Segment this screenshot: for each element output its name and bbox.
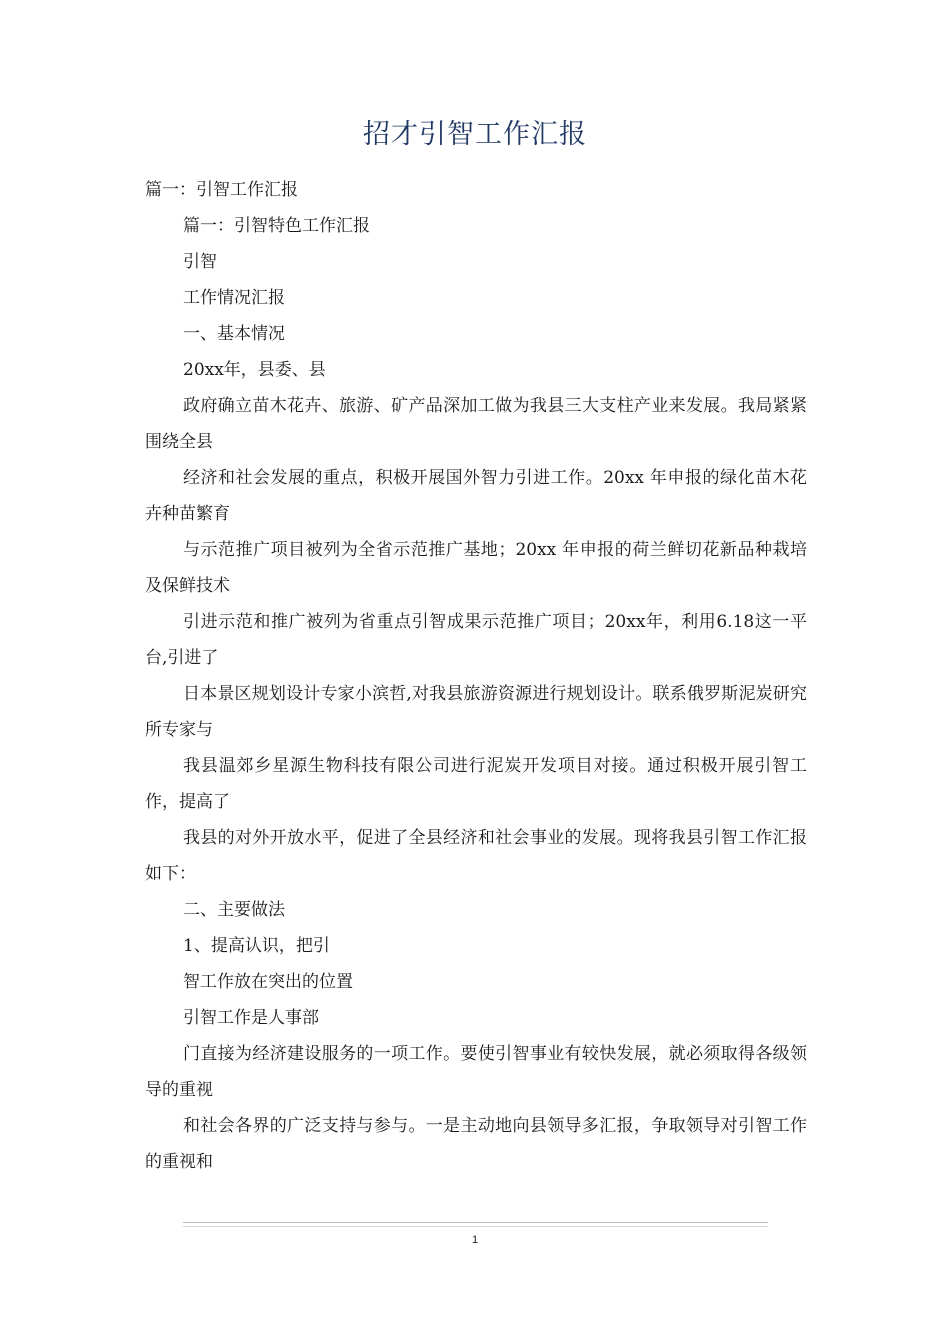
- paragraph: 1、提高认识，把引: [183, 936, 330, 956]
- paragraph: 篇一：引智特色工作汇报: [183, 216, 370, 236]
- paragraph: 20xx年，县委、县: [183, 360, 326, 380]
- paragraph: 智工作放在突出的位置: [183, 972, 353, 992]
- paragraph: 日本景区规划设计专家小滨哲,对我县旅游资源进行规划设计。联系俄罗斯泥炭研究所专家与: [145, 684, 807, 740]
- paragraph: 引进示范和推广被列为省重点引智成果示范推广项目；20xx年，利用6.18这一平台,引进了: [145, 612, 807, 668]
- document-body: [145, 172, 807, 1180]
- paragraph: 二、主要做法: [183, 900, 285, 920]
- paragraph: 一、基本情况: [183, 324, 285, 344]
- page-title: 招才引智工作汇报: [363, 119, 587, 150]
- section-heading: 篇一：引智工作汇报: [145, 180, 298, 200]
- paragraph: 经济和社会发展的重点，积极开展国外智力引进工作。20xx 年申报的绿化苗木花卉种苗繁育: [145, 468, 807, 524]
- footer-divider: [183, 1222, 768, 1227]
- paragraph: 门直接为经济建设服务的一项工作。要使引智事业有较快发展，就必须取得各级领导的重视: [145, 1044, 807, 1100]
- paragraph: 工作情况汇报: [183, 288, 285, 308]
- paragraph: 我县温郊乡星源生物科技有限公司进行泥炭开发项目对接。通过积极开展引智工作，提高了: [145, 756, 807, 812]
- paragraph: 与示范推广项目被列为全省示范推广基地；20xx 年申报的荷兰鲜切花新品种栽培及保鲜技术: [145, 540, 807, 596]
- paragraph: 政府确立苗木花卉、旅游、矿产品深加工做为我县三大支柱产业来发展。我局紧紧围绕全县: [145, 396, 807, 452]
- paragraph: 引智工作是人事部: [183, 1008, 319, 1028]
- paragraph: 我县的对外开放水平，促进了全县经济和社会事业的发展。现将我县引智工作汇报如下：: [145, 828, 807, 884]
- paragraph: 引智: [183, 252, 217, 272]
- paragraph: 和社会各界的广泛支持与参与。一是主动地向县领导多汇报，争取领导对引智工作的重视和: [145, 1116, 807, 1172]
- page-number: 1: [471, 1234, 479, 1246]
